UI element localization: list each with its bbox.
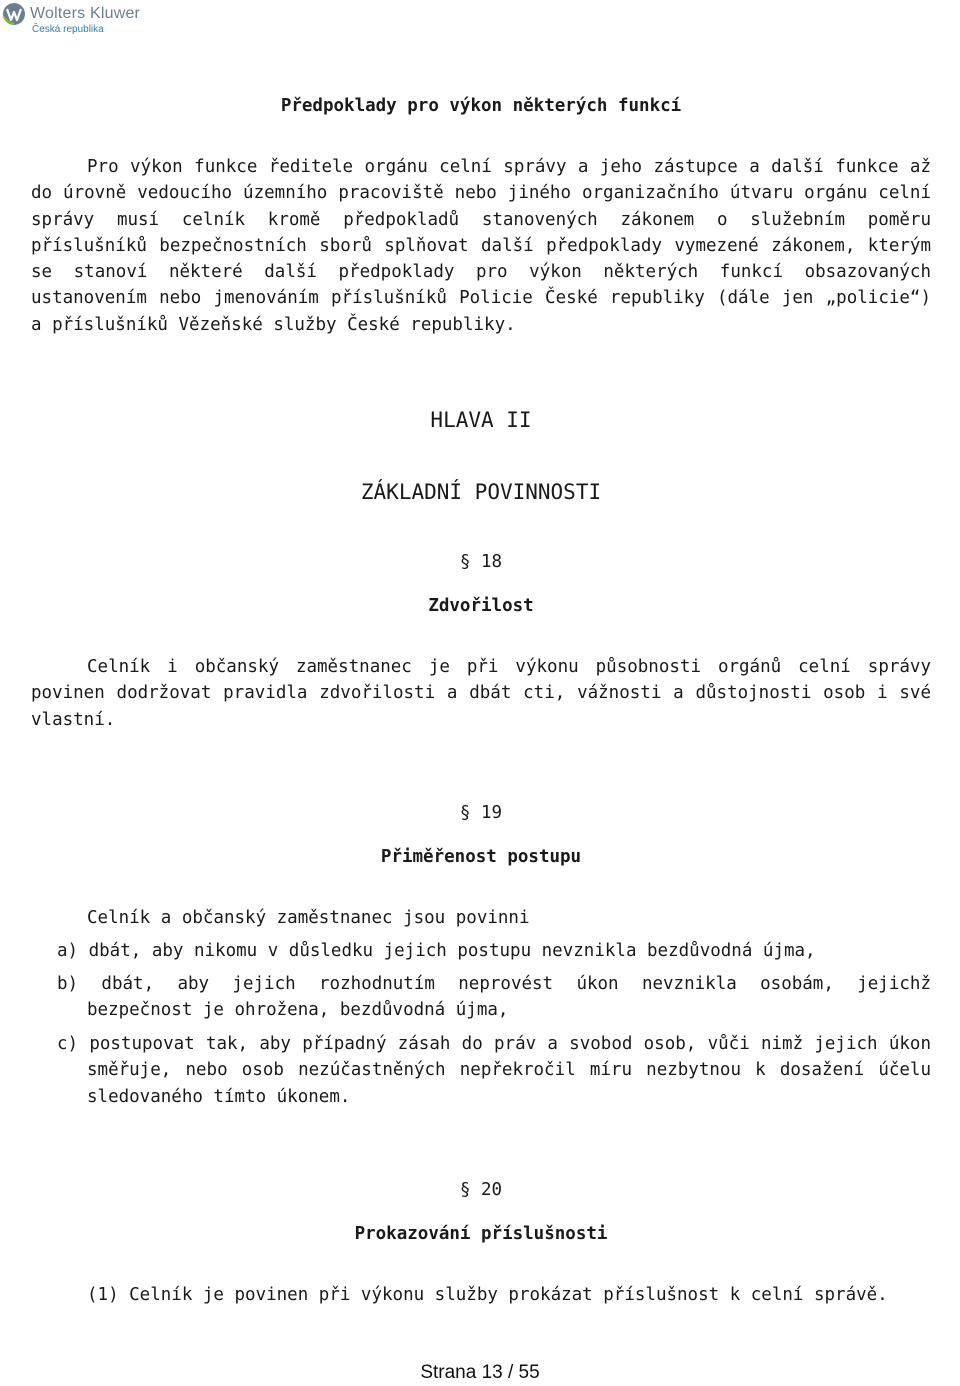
- section-19-number: § 19: [459, 803, 503, 823]
- chapter-title: ZÁKLADNÍ POVINNOSTI: [360, 480, 602, 504]
- publisher-logo: [2, 2, 142, 36]
- section-20-number: § 20: [459, 1180, 503, 1200]
- section-20-title: Prokazování příslušnosti: [354, 1224, 608, 1244]
- list-item: c) postupovat tak, aby případný zásah do práv a svobod osob, vůči nimž jejich úkon směřuje, nebo osob nezúčastněných nepřekročil míru nezbytnou k dosažení účelu sledovaného tímto úkonem.: [57, 1034, 931, 1107]
- intro-title: Předpoklady pro výkon některých funkcí: [280, 96, 682, 116]
- wolters-kluwer-logo-icon: [2, 2, 26, 26]
- chapter-number: HLAVA II: [430, 408, 532, 432]
- list-item: b) dbát, aby jejich rozhodnutím neprovést úkon nevznikla osobám, jejichž bezpečnost je ohrožena, bezdůvodná újma,: [57, 974, 931, 1021]
- section-18-number: § 18: [459, 552, 503, 572]
- section-18-paragraph: Celník i občanský zaměstnanec je při výkonu působnosti orgánů celní správy povinen dodržovat pravidla zdvořilosti a dbát cti, vážnosti a důstojnosti osob i své vlastní.: [31, 657, 931, 730]
- section-20-paragraph: (1) Celník je povinen při výkonu služby prokázat příslušnost k celní správě.: [87, 1285, 888, 1305]
- list-item: a) dbát, aby nikomu v důsledku jejich postupu nevznikla bezdůvodná újma,: [57, 941, 816, 961]
- intro-paragraph: Pro výkon funkce ředitele orgánu celní správy a jeho zástupce a další funkce až do úrovně vedoucího územního pracoviště nebo jiného organizačního útvaru orgánu celní správy musí celník kromě předpokladů stanovených zákonem o služebním poměru příslušníků bezpečnostních sborů splňovat další předpoklady vymezené zákonem, kterým se stanoví některé další předpoklady pro výkon některých funkcí obsazovaných ustanovením nebo jmenováním příslušníků Policie České republiky (dále jen „policie“) a příslušníků Vězeňské služby České republiky.: [31, 157, 931, 335]
- section-18-title: Zdvořilost: [428, 596, 534, 616]
- section-19-title: Přiměřenost postupu: [380, 847, 582, 867]
- section-19-intro: Celník a občanský zaměstnanec jsou povinni: [87, 908, 530, 928]
- page-number: Strana 13 / 55: [420, 1362, 540, 1383]
- brand-subtitle: Česká republika: [32, 24, 104, 35]
- brand-name: Wolters Kluwer: [30, 5, 141, 22]
